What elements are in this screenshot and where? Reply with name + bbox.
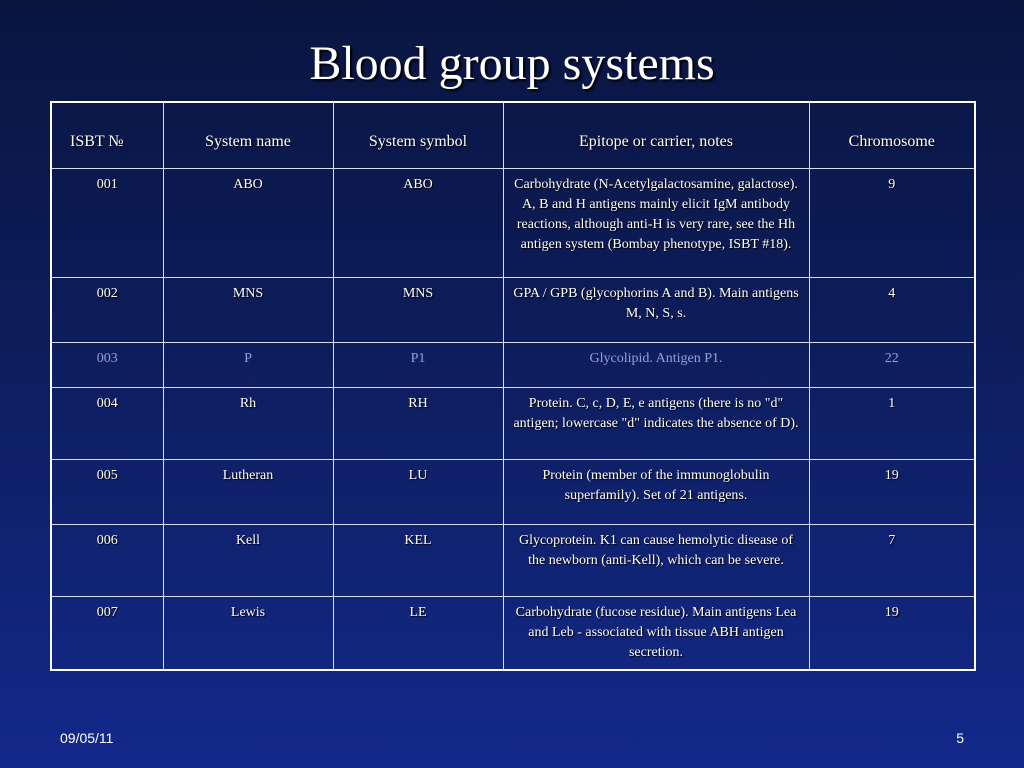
- cell-system-symbol: ABO: [333, 168, 503, 277]
- cell-notes: Carbohydrate (N-Acetylgalactosamine, galactose). A, B and H antigens mainly elicit IgM antibody reactions, although anti-H is very rare, see the Hh antigen system (Bombay phenotype, ISBT #18).: [503, 168, 809, 277]
- cell-notes: Glycolipid. Antigen P1.: [503, 342, 809, 387]
- cell-chromosome: 9: [809, 168, 975, 277]
- table-header-row: [51, 102, 975, 168]
- header-epitope-notes: Epitope or carrier, notes: [503, 102, 809, 168]
- table-row: [51, 459, 975, 524]
- cell-notes: Protein. C, c, D, E, e antigens (there is no "d" antigen; lowercase "d" indicates the absence of D).: [503, 387, 809, 459]
- cell-notes: Glycoprotein. K1 can cause hemolytic disease of the newborn (anti-Kell), which can be severe.: [503, 524, 809, 596]
- cell-system-symbol: P1: [333, 342, 503, 387]
- cell-system-name: Lewis: [163, 596, 333, 670]
- cell-system-name: Rh: [163, 387, 333, 459]
- table-body: [51, 168, 975, 670]
- cell-chromosome: 19: [809, 596, 975, 670]
- cell-system-name: Kell: [163, 524, 333, 596]
- cell-chromosome: 4: [809, 277, 975, 342]
- slide-page-number: 5: [956, 730, 964, 746]
- cell-isbt: 006: [51, 524, 163, 596]
- cell-system-name: MNS: [163, 277, 333, 342]
- table-row: [51, 387, 975, 459]
- cell-chromosome: 1: [809, 387, 975, 459]
- cell-chromosome: 7: [809, 524, 975, 596]
- cell-isbt: 001: [51, 168, 163, 277]
- table-row: [51, 277, 975, 342]
- cell-isbt: 004: [51, 387, 163, 459]
- table-row: [51, 524, 975, 596]
- header-chromosome: Chromosome: [809, 102, 975, 168]
- header-isbt-number: ISBT №: [51, 102, 163, 168]
- cell-system-symbol: MNS: [333, 277, 503, 342]
- table-row: [51, 596, 975, 670]
- cell-system-symbol: LE: [333, 596, 503, 670]
- slide-date: 09/05/11: [60, 730, 114, 746]
- cell-isbt: 003: [51, 342, 163, 387]
- cell-system-name: ABO: [163, 168, 333, 277]
- cell-system-name: P: [163, 342, 333, 387]
- header-system-symbol: System symbol: [333, 102, 503, 168]
- table-row: [51, 342, 975, 387]
- cell-chromosome: 22: [809, 342, 975, 387]
- blood-group-table-container: [50, 101, 974, 671]
- blood-group-table: [50, 101, 976, 671]
- cell-isbt: 002: [51, 277, 163, 342]
- cell-notes: Carbohydrate (fucose residue). Main antigens Lea and Leb - associated with tissue ABH antigen secretion.: [503, 596, 809, 670]
- header-system-name: System name: [163, 102, 333, 168]
- table-row: [51, 168, 975, 277]
- slide-title: Blood group systems: [309, 37, 715, 90]
- cell-system-symbol: RH: [333, 387, 503, 459]
- cell-system-symbol: LU: [333, 459, 503, 524]
- cell-notes: GPA / GPB (glycophorins A and B). Main antigens M, N, S, s.: [503, 277, 809, 342]
- cell-notes: Protein (member of the immunoglobulin superfamily). Set of 21 antigens.: [503, 459, 809, 524]
- cell-system-symbol: KEL: [333, 524, 503, 596]
- cell-isbt: 005: [51, 459, 163, 524]
- cell-isbt: 007: [51, 596, 163, 670]
- cell-chromosome: 19: [809, 459, 975, 524]
- cell-system-name: Lutheran: [163, 459, 333, 524]
